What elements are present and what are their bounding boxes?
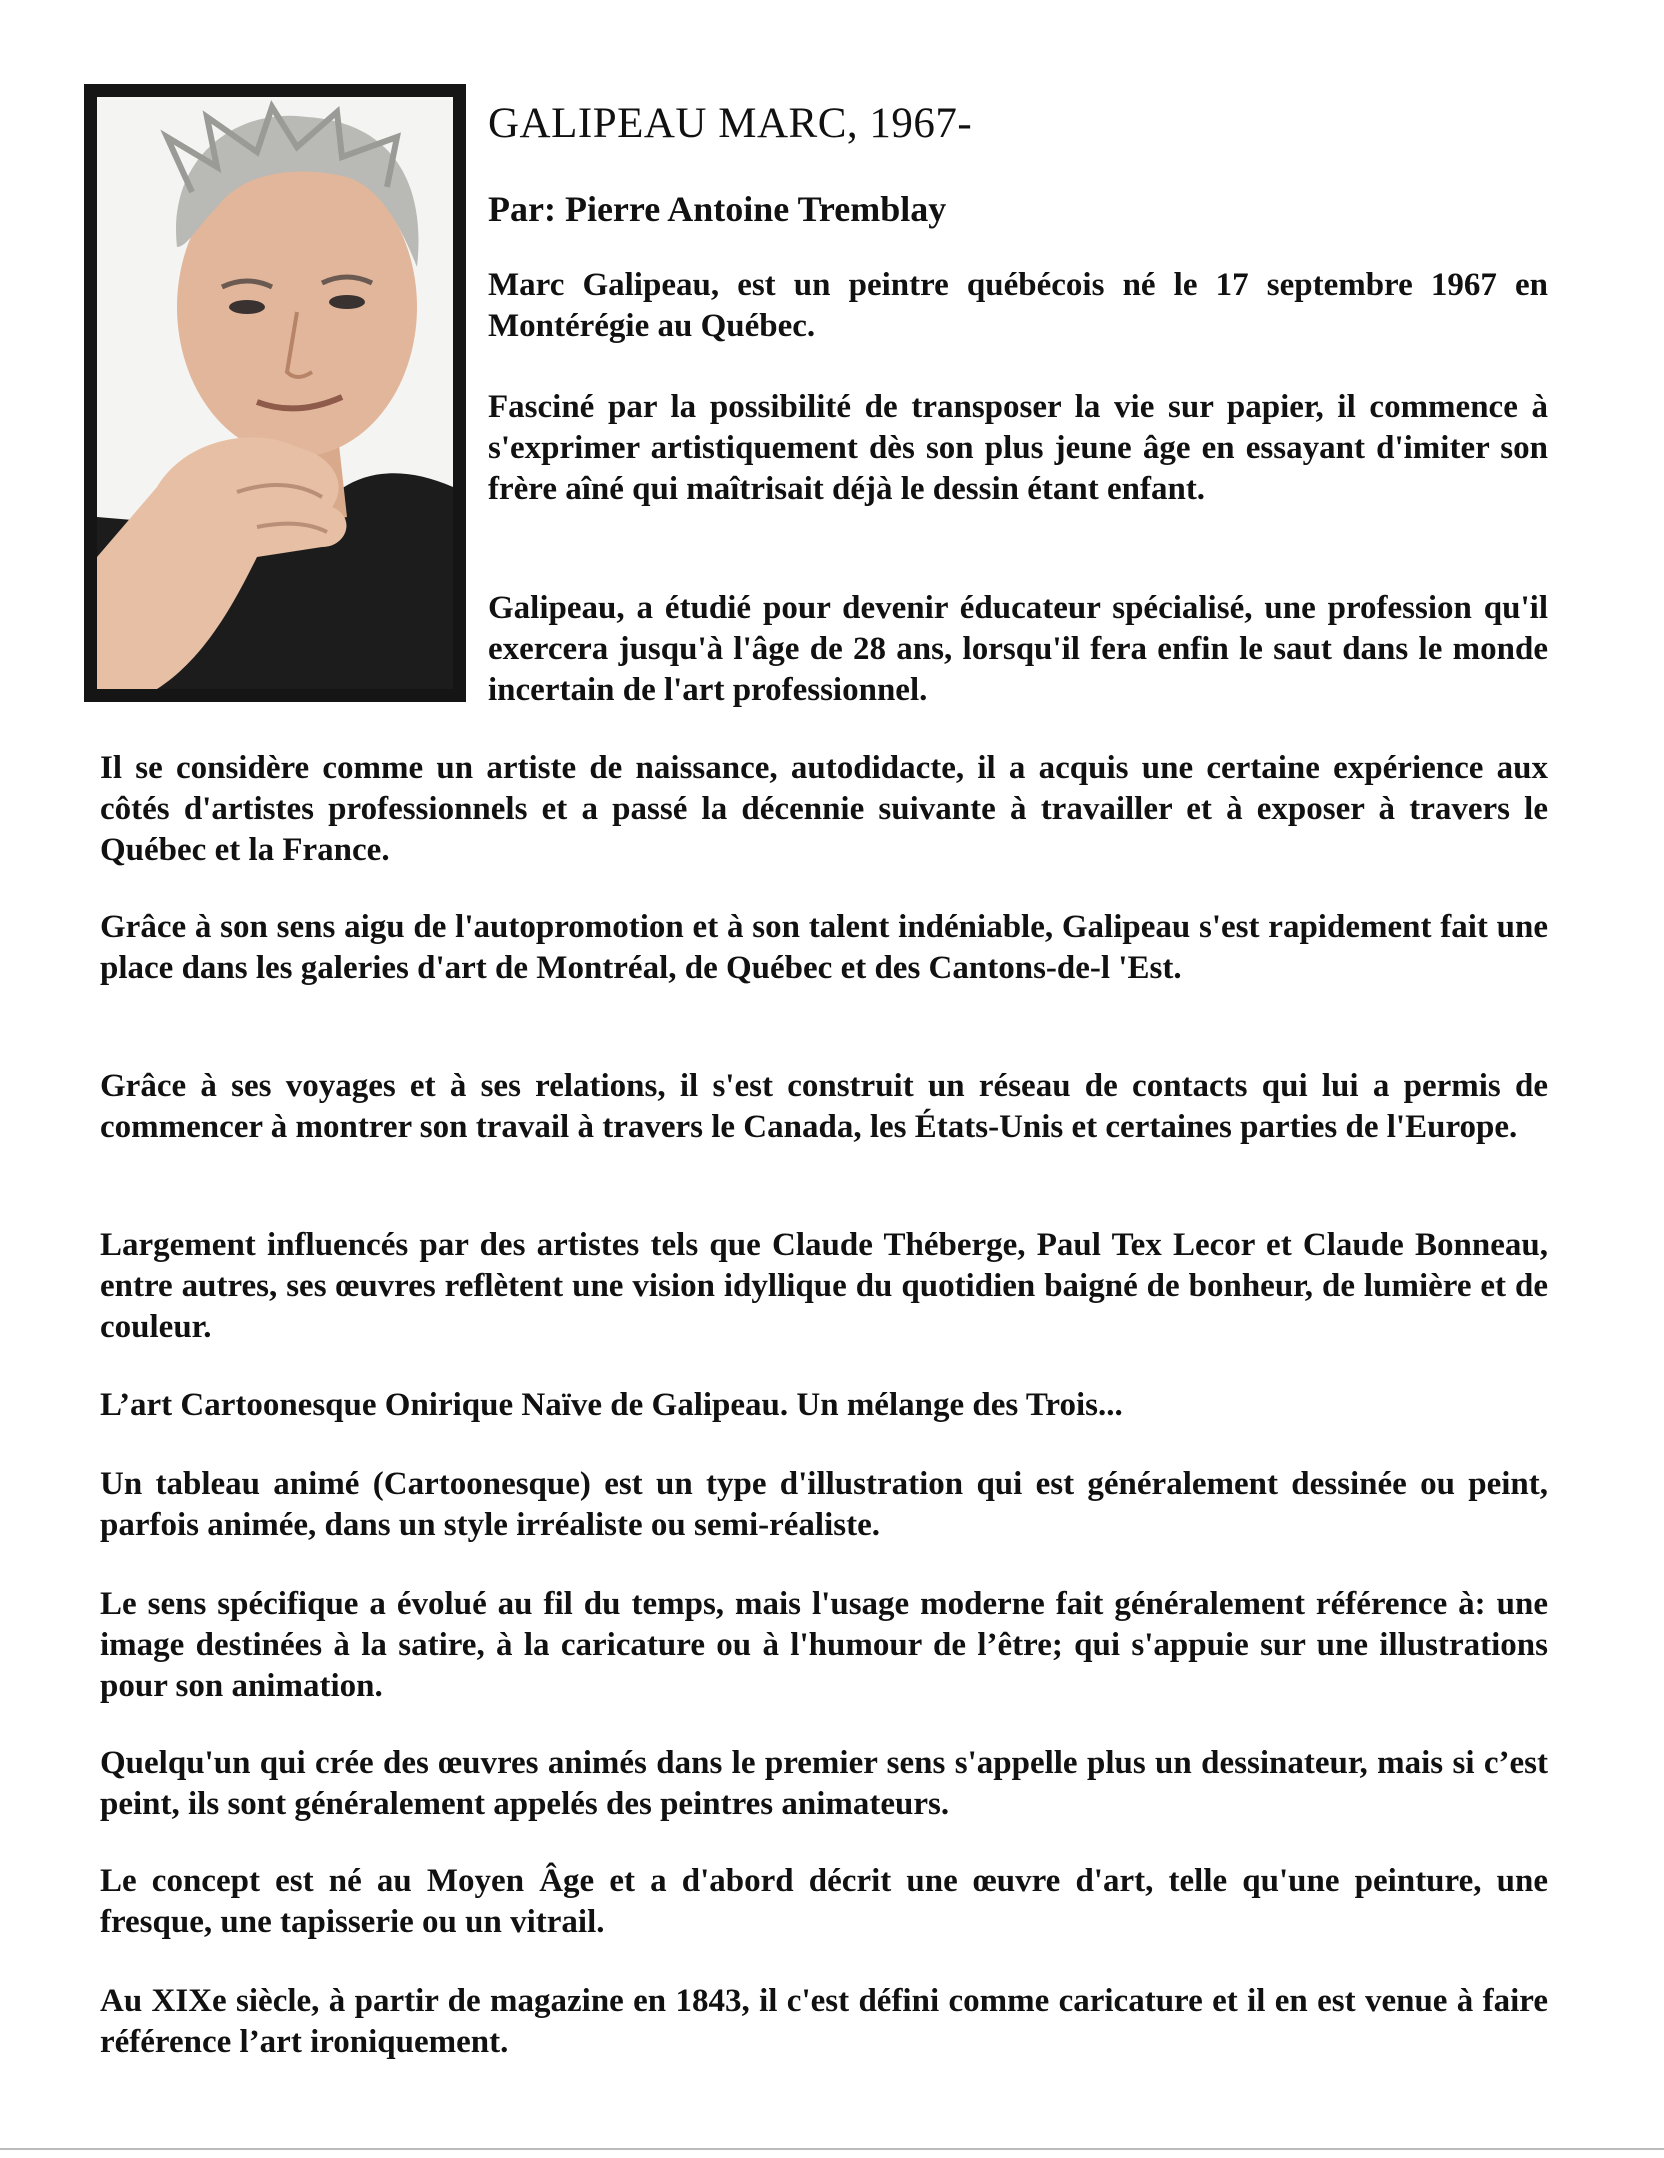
- page-bottom-rule: [0, 2148, 1664, 2150]
- paragraph-promotion: Grâce à son sens aigu de l'autopromotion et à son talent indéniable, Galipeau s'est rapidement fait une place dans les galeries d'art de Montréal, de Québec et des Cantons-de-l 'Est.: [100, 909, 1548, 986]
- author-byline: Par: Pierre Antoine Tremblay: [488, 189, 947, 229]
- paragraph-birth: Marc Galipeau, est un peintre québécois né le 17 septembre 1967 en Montérégie au Québec.: [488, 267, 1548, 344]
- paragraph-style: L’art Cartoonesque Onirique Naïve de Galipeau. Un mélange des Trois...: [100, 1387, 1123, 1423]
- portrait-frame: [84, 84, 466, 702]
- paragraph-fascination: Fasciné par la possibilité de transposer la vie sur papier, il commence à s'exprimer artistiquement dès son plus jeune âge en essayant d'imiter son frère aîné qui maîtrisait déjà le dessin étant enfant.: [488, 389, 1548, 507]
- paragraph-network: Grâce à ses voyages et à ses relations, il s'est construit un réseau de contacts qui lui a permis de commencer à montrer son travail à travers le Canada, les États-Unis et certaines parties de l'Europe.: [100, 1068, 1548, 1145]
- portrait-illustration: [97, 97, 453, 689]
- paragraph-definition: Un tableau animé (Cartoonesque) est un type d'illustration qui est généralement dessinée ou peint, parfois animée, dans un style irréaliste ou semi-réaliste.: [100, 1466, 1548, 1543]
- portrait-photo: [97, 97, 453, 689]
- page-title: GALIPEAU MARC, 1967-: [488, 100, 973, 147]
- paragraph-influences: Largement influencés par des artistes tels que Claude Théberge, Paul Tex Lecor et Claude Bonneau, entre autres, ses œuvres reflètent une vision idyllique du quotidien baigné de bonheur, de lumière et de couleur.: [100, 1227, 1548, 1345]
- paragraph-self-taught: Il se considère comme un artiste de naissance, autodidacte, il a acquis une certaine expérience aux côtés d'artistes professionnels et a passé la décennie suivante à travailler et à exposer à travers le Québec et la France.: [100, 750, 1548, 868]
- paragraph-education: Galipeau, a étudié pour devenir éducateur spécialisé, une profession qu'il exercera jusqu'à l'âge de 28 ans, lorsqu'il fera enfin le saut dans le monde incertain de l'art professionnel.: [488, 590, 1548, 708]
- article-header: [488, 100, 1548, 229]
- paragraph-creator: Quelqu'un qui crée des œuvres animés dans le premier sens s'appelle plus un dessinateur, mais si c’est peint, ils sont généralement appelés des peintres animateurs.: [100, 1745, 1548, 1822]
- paragraph-origin: Le concept est né au Moyen Âge et a d'abord décrit une œuvre d'art, telle qu'une peinture, une fresque, une tapisserie ou un vitrail.: [100, 1863, 1548, 1940]
- paragraph-meaning: Le sens spécifique a évolué au fil du temps, mais l'usage moderne fait généralement référence à: une image destinées à la satire, à la caricature ou à l'humour de l’être; qui s'appuie sur une illustrations pour son animation.: [100, 1586, 1548, 1704]
- paragraph-19th-century: Au XIXe siècle, à partir de magazine en 1843, il c'est défini comme caricature et il en est venue à faire référence l’art ironiquement.: [100, 1983, 1548, 2060]
